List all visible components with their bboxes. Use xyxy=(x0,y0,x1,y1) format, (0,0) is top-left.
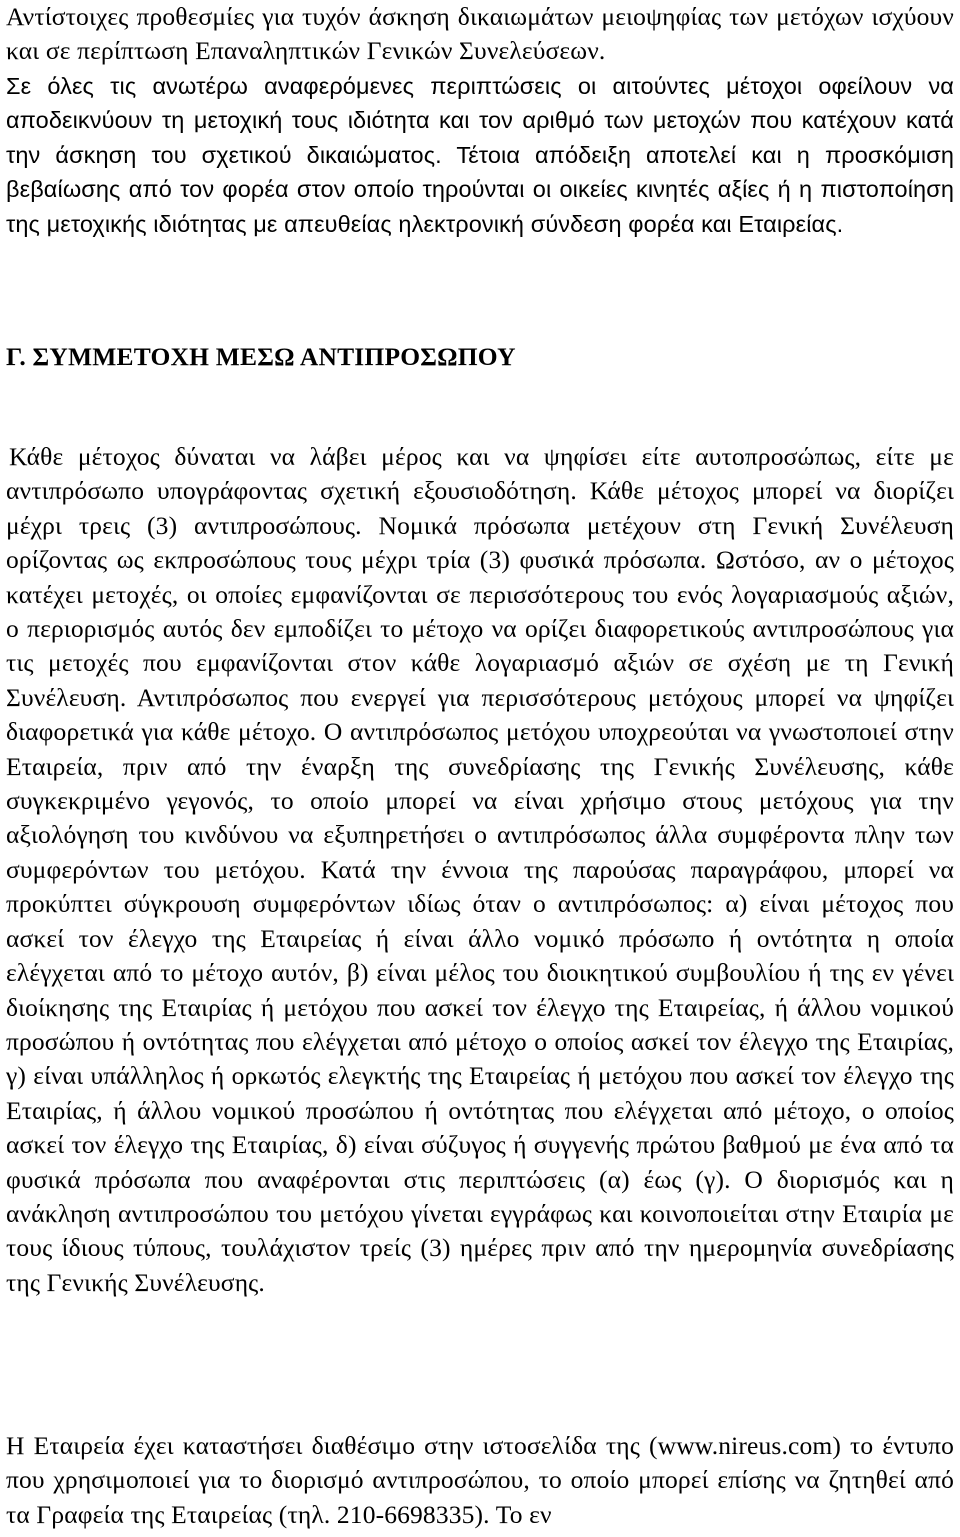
section-heading: Γ. ΣΥΜΜΕΤΟΧΗ ΜΕΣΩ ΑΝΤΙΠΡΟΣΩΠΟΥ xyxy=(6,342,516,371)
paragraph-proxy-participation: Κάθε μέτοχος δύναται να λάβει μέρος και να ψηφίσει είτε αυτοπροσώπως, είτε με αντιπρόσωπο υπογράφοντας σχετική εξουσιοδότηση. Κάθε μέτοχος μπορεί να διορίζει μέχρι τρεις (3) αντιπροσώπους. Νομικά πρόσωπα μετέχουν στη Γενική Συνέλευση ορίζοντας ως εκπροσώπους τους μέχρι τρία (3) φυσικά πρόσωπα. Ωστόσο, αν ο μέτοχος κατέχει μετοχές, οι οποίες εμφανίζονται σε περισσότερους του ενός λογαριασμούς αξιών, ο περιορισμός αυτός δεν εμποδίζει το μέτοχο να ορίζει διαφορετικούς αντιπροσώπους για τις μετοχές που εμφανίζονται στον κάθε λογαριασμό αξιών σε σχέση με τη Γενική Συνέλευση. Αντιπρόσωπος που ενεργεί για περισσότερους μετόχους μπορεί να ψηφίζει διαφορετικά για κάθε μέτοχο. Ο αντιπρόσωπος μετόχου υποχρεούται να γνωστοποιεί στην Εταιρεία, πριν από την έναρξη της συνεδρίασης της Γενικής Συνέλευσης, κάθε συγκεκριμένο γεγονός, το οποίο μπορεί να είναι χρήσιμο στους μετόχους για την αξιολόγηση του κινδύνου να εξυπηρετήσει ο αντιπρόσωπος άλλα συμφέροντα πλην των συμφερόντων του μετόχου. Κατά την έννοια της παρούσας παραγράφου, μπορεί να προκύπτει σύγκρουση συμφερόντων ιδίως όταν ο αντιπρόσωπος: α) είναι μέτοχος που ασκεί τον έλεγχο της Εταιρείας ή είναι άλλο νομικό πρόσωπο ή οντότητα η οποία ελέγχεται από το μέτοχο αυτόν, β) είναι μέλος του διοικητικού συμβουλίου ή της εν γένει διοίκησης της Εταιρίας ή μετόχου που ασκεί τον έλεγχο της Εταιρείας, ή άλλου νομικού προσώπου ή οντότητας που ελέγχεται από μέτοχο ο οποίος ασκεί τον έλεγχο της Εταιρίας, γ) είναι υπάλληλος ή ορκωτός ελεγκτής της Εταιρείας ή μετόχου που ασκεί τον έλεγχο της Εταιρίας, ή άλλου νομικού προσώπου ή οντότητας που ελέγχεται από μέτοχο, ο οποίος ασκεί τον έλεγχο της Εταιρίας, δ) είναι σύζυγος ή συγγενής πρώτου βαθμού με ένα από τα φυσικά πρόσωπα που αναφέρονται στις περιπτώσεις (α) έως (γ). Ο διορισμός και η ανάκληση αντιπροσώπου του μετόχου γίνεται εγγράφως και κοινοποιείται στην Εταιρία με τους ίδιους τύπους, τουλάχιστον τρείς (3) ημέρες πριν από την ημερομηνία συνεδρίασης της Γενικής Συνέλευσης. xyxy=(6,442,954,1297)
paragraph-shareholder-evidence: Σε όλες τις ανωτέρω αναφερόμενες περιπτώσεις οι αιτούντες μέτοχοι οφείλουν να αποδεικνύουν τη μετοχική τους ιδιότητα και τον αριθμό των μετοχών που κατέχουν κατά την άσκηση του σχετικού δικαιώματος. Τέτοια απόδειξη αποτελεί και η προσκόμιση βεβαίωσης από τον φορέα στον οποίο τηρούνται οι οικείες κινητές αξίες ή η πιστοποίηση της μετοχικής ιδιότητας με απευθείας ηλεκτρονική σύνδεση φορέα και Εταιρείας. xyxy=(6,73,954,237)
paragraph-minority-rights-deadlines: Αντίστοιχες προθεσμίες για τυχόν άσκηση δικαιωμάτων μειοψηφίας των μετόχων ισχύουν και σε περίπτωση Επαναληπτικών Γενικών Συνελεύσεων. xyxy=(6,2,954,66)
paragraph-proxy-form: Η Εταιρεία έχει καταστήσει διαθέσιμο στην ιστοσελίδα της (www.nireus.com) το έντυπο που χρησιμοποιεί για το διορισμό αντιπροσώπου, το οποίο μπορεί επίσης να ζητηθεί από τα Γραφεία της Εταιρείας (τηλ. 210-6698335). Το εν xyxy=(6,1431,954,1529)
